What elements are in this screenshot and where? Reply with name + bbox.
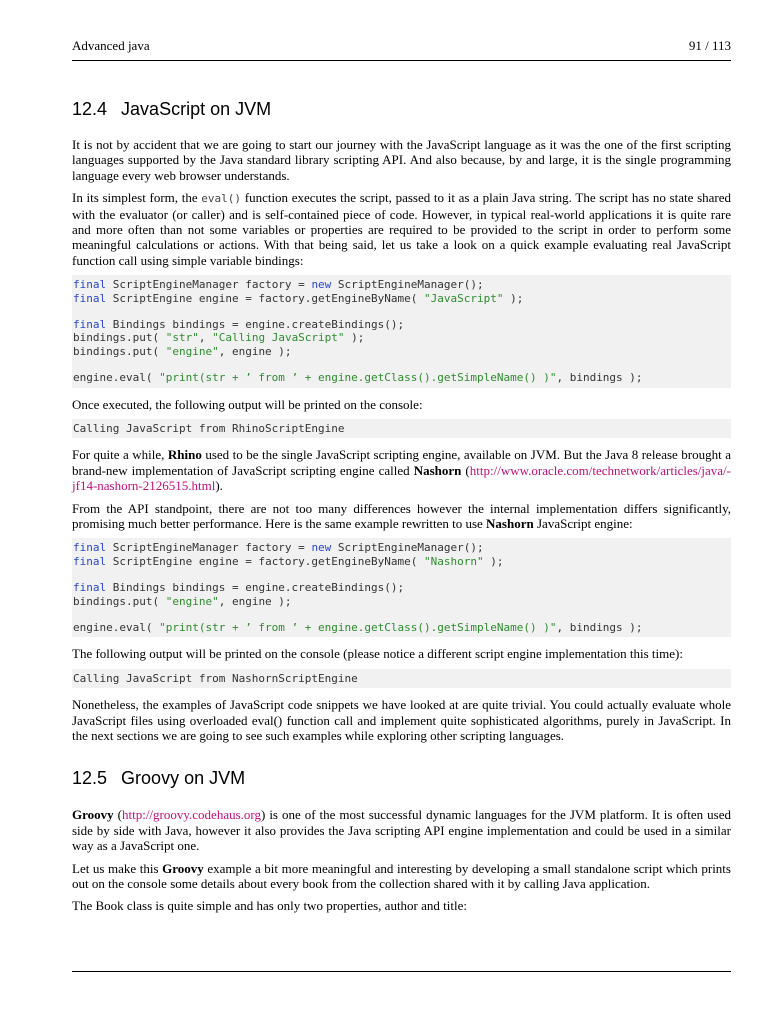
paragraph-intro: It is not by accident that we are going to start our journey with the JavaScript language as it was the one of the first scripting languages supported by the Java standard library scripting API. And also because, by and large, it is the single programming language every web browser understands. [72,137,731,183]
paragraph-api-standpoint: From the API standpoint, there are not too many differences however the internal implementation differs significantly, promising much better performance. Here is the same example rewritten to use Nashorn JavaScript engine: [72,500,731,531]
paragraph-nonetheless: Nonetheless, the examples of JavaScript code snippets we have looked at are quite trivial. You could actually evaluate whole JavaScript files using overloaded eval() function call and implement quite sophisticated algorithms, purely in JavaScript. In the next sections we are going to see such examples while exploring other scripting languages. [72,697,731,743]
page-number: 91 / 113 [688,38,731,53]
code-block-rhino: final ScriptEngineManager factory = new ScriptEngineManager(); final ScriptEngine engine = factory.getEngineByName( "JavaScript" ); final Bindings bindings = engine.createBindings(); bindings.put( "str", "Calling JavaScript" ); bindings.put( "engine", engine ); engine.eval( "print(str + ’ from ’ + engine.getClass().getSimpleName() )", bindings ); [72,275,731,387]
section-title: JavaScript on JVM [121,99,272,119]
document-page [72,38,731,921]
section-number: 12.5 [72,768,108,789]
section-heading-groovy [72,767,731,789]
footer-rule [72,971,731,972]
paragraph-groovy-example: Let us make this Groovy example a bit more meaningful and interesting by developing a small standalone script which prints out on the console some details about every book from the collection shared with it by calling Java application. [72,860,731,891]
section-heading-javascript [72,98,731,120]
paragraph-once-executed: Once executed, the following output will be printed on the console: [72,396,423,412]
paragraph-rhino-nashorn: For quite a while, Rhino used to be the single JavaScript scripting engine, available on JVM. But the Java 8 release brought a brand-new implementation of JavaScript scripting engine called Nashorn (http://www.oracle.com/technetwork/articles/java/-jf14-nashorn-2126515.html). [72,447,731,494]
inline-code-eval: eval() [201,192,242,206]
console-output-nashorn: Calling JavaScript from NashornScriptEngine [72,669,731,688]
section-number: 12.4 [72,99,108,119]
console-output-rhino: Calling JavaScript from RhinoScriptEngine [72,419,731,438]
running-header [72,38,731,61]
paragraph-book-class: The Book class is quite simple and has only two properties, author and title: [72,898,467,914]
nashorn-article-link[interactable]: http://www.oracle.com/technetwork/articles/java/-jf14-nashorn-2126515.html [72,462,731,494]
groovy-link[interactable]: http://groovy.codehaus.org [121,807,261,823]
paragraph-groovy-intro: Groovy (http://groovy.codehaus.org) is one of the most successful dynamic languages for the JVM platform. It is often used side by side with Java, however it also provides the Java scripting API engine implementation and could be used in a similar way as a JavaScript one. [72,807,731,854]
header-title: Advanced java [72,38,150,53]
section-title: Groovy on JVM [121,768,246,789]
code-block-nashorn: final ScriptEngineManager factory = new ScriptEngineManager(); final ScriptEngine engine = factory.getEngineByName( "Nashorn" ); final Bindings bindings = engine.createBindings(); bindings.put( "engine", engine ); engine.eval( "print(str + ’ from ’ + engine.getClass().getSimpleName() )", bindings ); [72,538,731,637]
paragraph-following-output: The following output will be printed on the console (please notice a different script engine implementation this time): [72,646,683,662]
paragraph-eval: In its simplest form, the eval() function executes the script, passed to it as a plain Java string. The script has no state shared with the evaluator (or caller) and is self-contained piece of code. However, in typical real-world applications it is quite rare and more often than not some variables or properties are required to be provided to the script in order to perform some meaningful calculations or actions. With that being said, let us take a look on a quick example evaluating real JavaScript function call using simple variable bindings: [72,190,731,268]
